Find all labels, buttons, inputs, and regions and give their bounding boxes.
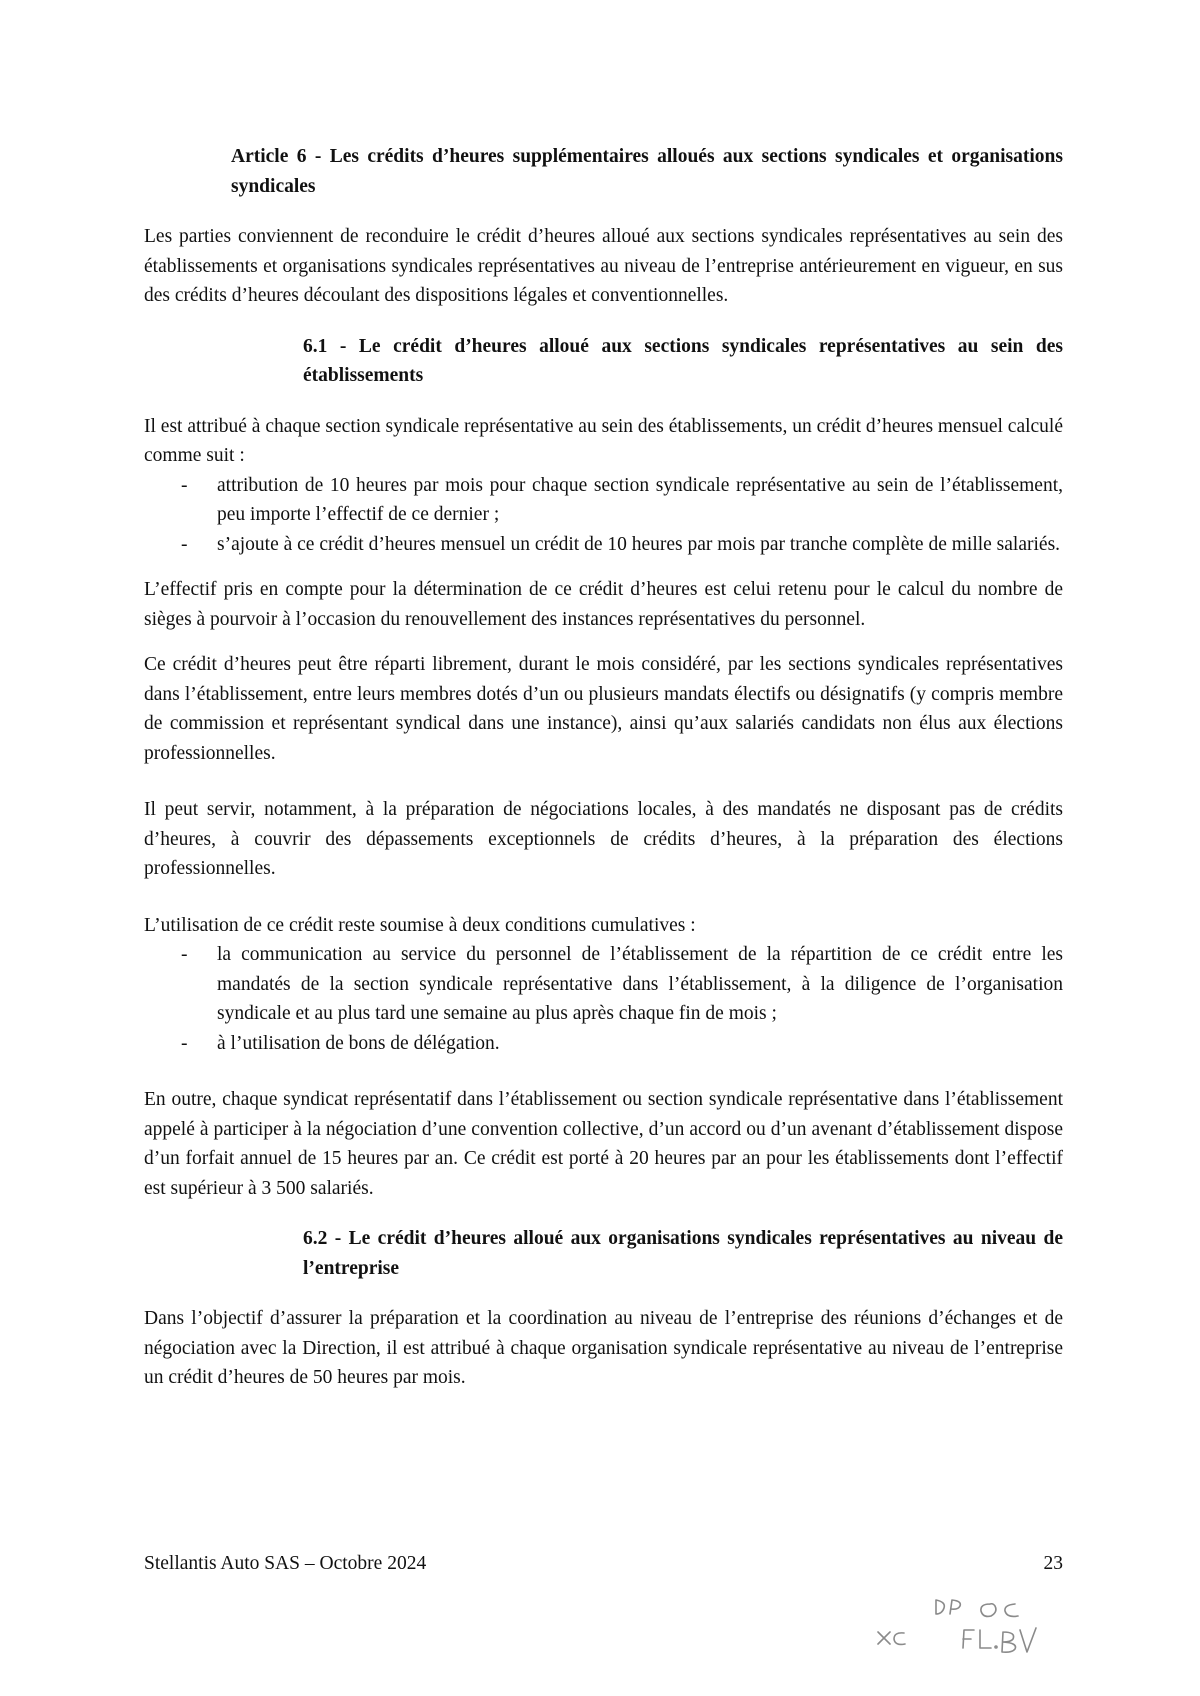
handwritten-initials: [870, 1584, 1070, 1664]
list-item: - la communication au service du personnel de l’établissement de la répartition de ce crédit entre les mandatés de la section syndicale représentative dans l’établissement, à la diligence de l’organisation syndicale et au plus tard une semaine au plus après chaque fin de mois ;: [144, 940, 1063, 1029]
list-item: - attribution de 10 heures par mois pour chaque section syndicale représentative au sein de l’établissement, peu importe l’effectif de ce dernier ;: [144, 471, 1063, 530]
page-body: [144, 142, 1063, 1393]
repartition-paragraph: Ce crédit d’heures peut être réparti librement, durant le mois considéré, par les sections syndicales représentatives dans l’établissement, entre leurs membres dotés d’un ou plusieurs mandats électifs ou désignatifs (y compris membre de commission et représentant syndical dans une instance), ainsi qu’aux salariés candidats non élus aux élections professionnelles.: [144, 654, 1063, 764]
servir-paragraph: Il peut servir, notamment, à la préparation de négociations locales, à des mandatés ne disposant pas de crédits d’heures, à couvrir des dépassements exceptionnels de crédits d’heures, à la préparation des élections professionnelles.: [144, 799, 1063, 879]
en-outre-paragraph: En outre, chaque syndicat représentatif dans l’établissement ou section syndicale représentative dans l’établissement appelé à participer à la négociation d’une convention collective, d’un accord ou d’un avenant d’établissement dispose d’un forfait annuel de 15 heures par an. Ce crédit est porté à 20 heures par an pour les établissements dont l’effectif est supérieur à 3 500 salariés.: [144, 1089, 1063, 1199]
list-item: - s’ajoute à ce crédit d’heures mensuel un crédit de 10 heures par mois par tranche complète de mille salariés.: [144, 530, 1063, 560]
page-number: 23: [1043, 1553, 1063, 1574]
footer-company-date: Stellantis Auto SAS – Octobre 2024: [144, 1553, 427, 1574]
conditions-list: [144, 940, 1063, 1058]
section-6-1-intro: Il est attribué à chaque section syndicale représentative au sein des établissements, un crédit d’heures mensuel calculé comme suit :: [144, 415, 1063, 466]
conditions-intro: L’utilisation de ce crédit reste soumise à deux conditions cumulatives :: [144, 914, 696, 936]
list-item: - à l’utilisation de bons de délégation.: [144, 1029, 1063, 1059]
section-6-2-heading: 6.2 - Le crédit d’heures alloué aux organisations syndicales représentatives au niveau de l’entreprise: [303, 1228, 1063, 1279]
section-6-2-body: Dans l’objectif d’assurer la préparation et la coordination au niveau de l’entreprise des réunions d’échanges et de négociation avec la Direction, il est attribué à chaque organisation syndicale représentative au niveau de l’entreprise un crédit d’heures de 50 heures par mois.: [144, 1308, 1063, 1388]
section-6-1-heading: 6.1 - Le crédit d’heures alloué aux sections syndicales représentatives au sein des établissements: [303, 335, 1063, 386]
effectif-paragraph: L’effectif pris en compte pour la détermination de ce crédit d’heures est celui retenu pour le calcul du nombre de sièges à pourvoir à l’occasion du renouvellement des instances représentatives du personnel.: [144, 579, 1063, 630]
article-6-intro: Les parties conviennent de reconduire le crédit d’heures alloué aux sections syndicales représentatives au sein des établissements et organisations syndicales représentatives au niveau de l’entreprise antérieurement en vigueur, en sus des crédits d’heures découlant des dispositions légales et conventionnelles.: [144, 226, 1063, 306]
credit-calculation-list: [144, 471, 1063, 560]
article-6-heading: Article 6 - Les crédits d’heures supplémentaires alloués aux sections syndicales et organisations syndicales: [231, 146, 1063, 197]
page-footer: [144, 1549, 1063, 1581]
